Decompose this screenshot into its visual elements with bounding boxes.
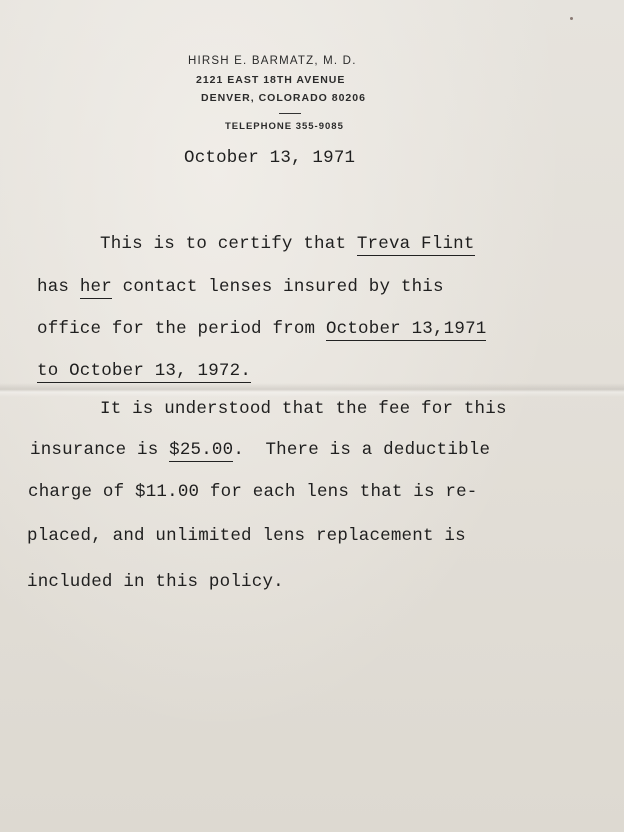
- p1-line-1-text: This is to certify that: [100, 234, 357, 254]
- letterhead-street-address: 2121 EAST 18TH AVENUE: [196, 74, 346, 86]
- patient-name: Treva Flint: [356, 234, 475, 254]
- letterhead-city: DENVER, COLORADO 80206: [201, 92, 366, 104]
- p2-line-3: charge of $11.00 for each lens that is re-: [28, 482, 478, 502]
- insurance-fee: $25.00: [169, 440, 234, 460]
- p2-line-2: [30, 440, 490, 460]
- p1-line-4: [37, 361, 251, 381]
- period-end-date: to October 13, 1972.: [37, 361, 252, 381]
- p1-line-1: [100, 234, 475, 254]
- p2-line-1: It is understood that the fee for this: [100, 399, 507, 419]
- paper-speck: [570, 17, 573, 20]
- p2-line-2-prefix: insurance is: [30, 440, 170, 460]
- p2-line-4: placed, and unlimited lens replacement is: [27, 526, 466, 546]
- period-start-date: October 13,1971: [325, 319, 487, 339]
- p1-line-3-text: office for the period from: [37, 319, 326, 339]
- letterhead-telephone: TELEPHONE 355-9085: [225, 121, 344, 132]
- letterhead-doctor-name: HIRSH E. BARMATZ, M. D.: [188, 55, 357, 67]
- p1-line-2-suffix: contact lenses insured by this: [111, 277, 444, 297]
- p1-line-3: [37, 319, 486, 339]
- patient-pronoun: her: [79, 277, 112, 297]
- p1-line-2: [37, 277, 444, 297]
- p2-line-2-suffix: . There is a deductible: [233, 440, 491, 460]
- letterhead-divider: [279, 113, 301, 114]
- p1-line-2-prefix: has: [37, 277, 80, 297]
- letter-date: October 13, 1971: [184, 148, 356, 168]
- p2-line-5: included in this policy.: [27, 572, 284, 592]
- paper-fold-crease: [0, 383, 624, 397]
